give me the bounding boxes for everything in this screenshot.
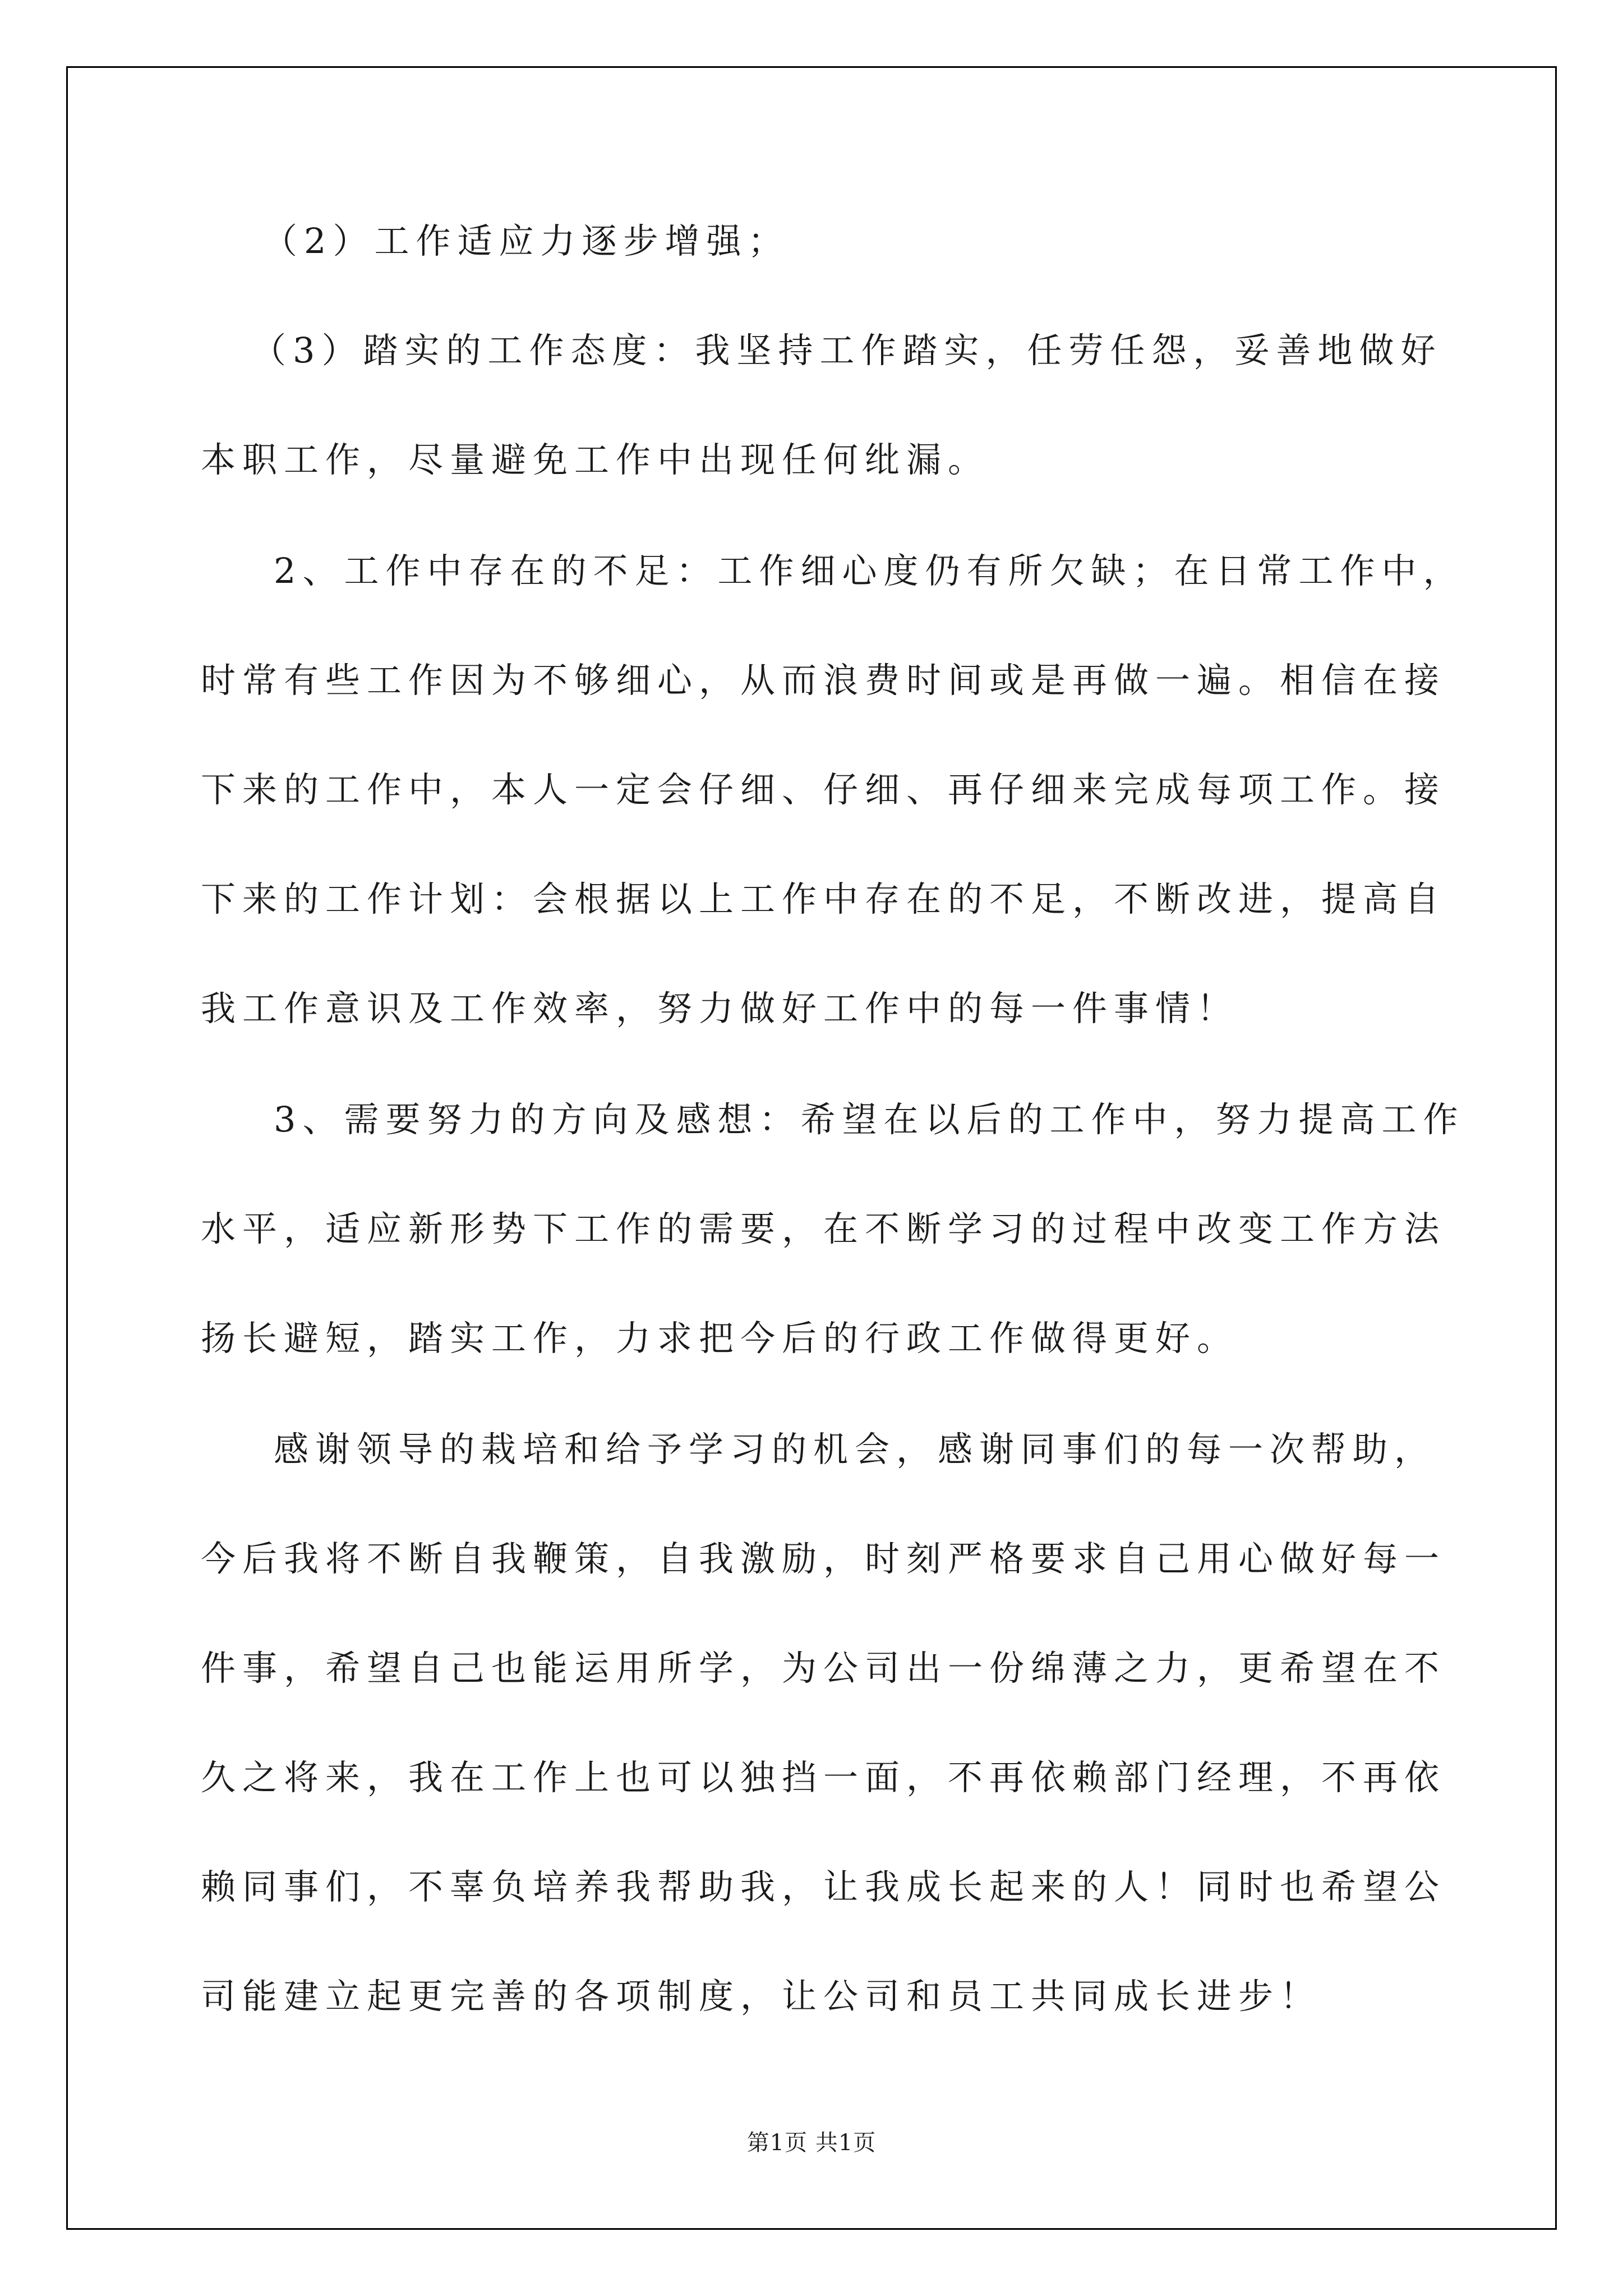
text-line: 下来的工作中，本人一定会仔细、仔细、再仔细来完成每项工作。接 bbox=[201, 769, 1446, 810]
text-line: （2）工作适应力逐步增强； bbox=[262, 220, 790, 261]
text-line: （3）踏实的工作态度：我坚持工作踏实，任劳任怨，妥善地做好 bbox=[251, 330, 1442, 371]
text-line: 时常有些工作因为不够细心，从而浪费时间或是再做一遍。相信在接 bbox=[201, 660, 1446, 701]
text-line: 我工作意识及工作效率，努力做好工作中的每一件事情！ bbox=[201, 988, 1239, 1029]
text-line: 感谢领导的栽培和给予学习的机会，感谢同事们的每一次帮助， bbox=[274, 1429, 1436, 1470]
text-line: 赖同事们，不辜负培养我帮助我，让我成长起来的人！同时也希望公 bbox=[201, 1866, 1446, 1907]
page-number-footer: 第1页 共1页 bbox=[746, 2130, 877, 2156]
text-line: 本职工作，尽量避免工作中出现任何纰漏。 bbox=[201, 439, 990, 480]
text-line: 扬长避短，踏实工作，力求把今后的行政工作做得更好。 bbox=[201, 1318, 1239, 1359]
text-line: 件事，希望自己也能运用所学，为公司出一份绵薄之力，更希望在不 bbox=[201, 1648, 1446, 1688]
text-line: 今后我将不断自我鞭策，自我激励，时刻严格要求自己用心做好每一 bbox=[201, 1538, 1446, 1579]
text-line: 3、需要努力的方向及感想：希望在以后的工作中，努力提高工作 bbox=[274, 1099, 1465, 1140]
text-line: 久之将来，我在工作上也可以独挡一面，不再依赖部门经理，不再依 bbox=[201, 1757, 1446, 1798]
text-line: 水平，适应新形势下工作的需要，在不断学习的过程中改变工作方法 bbox=[201, 1208, 1446, 1249]
text-line: 司能建立起更完善的各项制度，让公司和员工共同成长进步！ bbox=[201, 1976, 1322, 2017]
text-line: 2、工作中存在的不足：工作细心度仍有所欠缺；在日常工作中， bbox=[274, 550, 1465, 591]
text-line: 下来的工作计划：会根据以上工作中存在的不足，不断改进，提高自 bbox=[201, 878, 1446, 919]
